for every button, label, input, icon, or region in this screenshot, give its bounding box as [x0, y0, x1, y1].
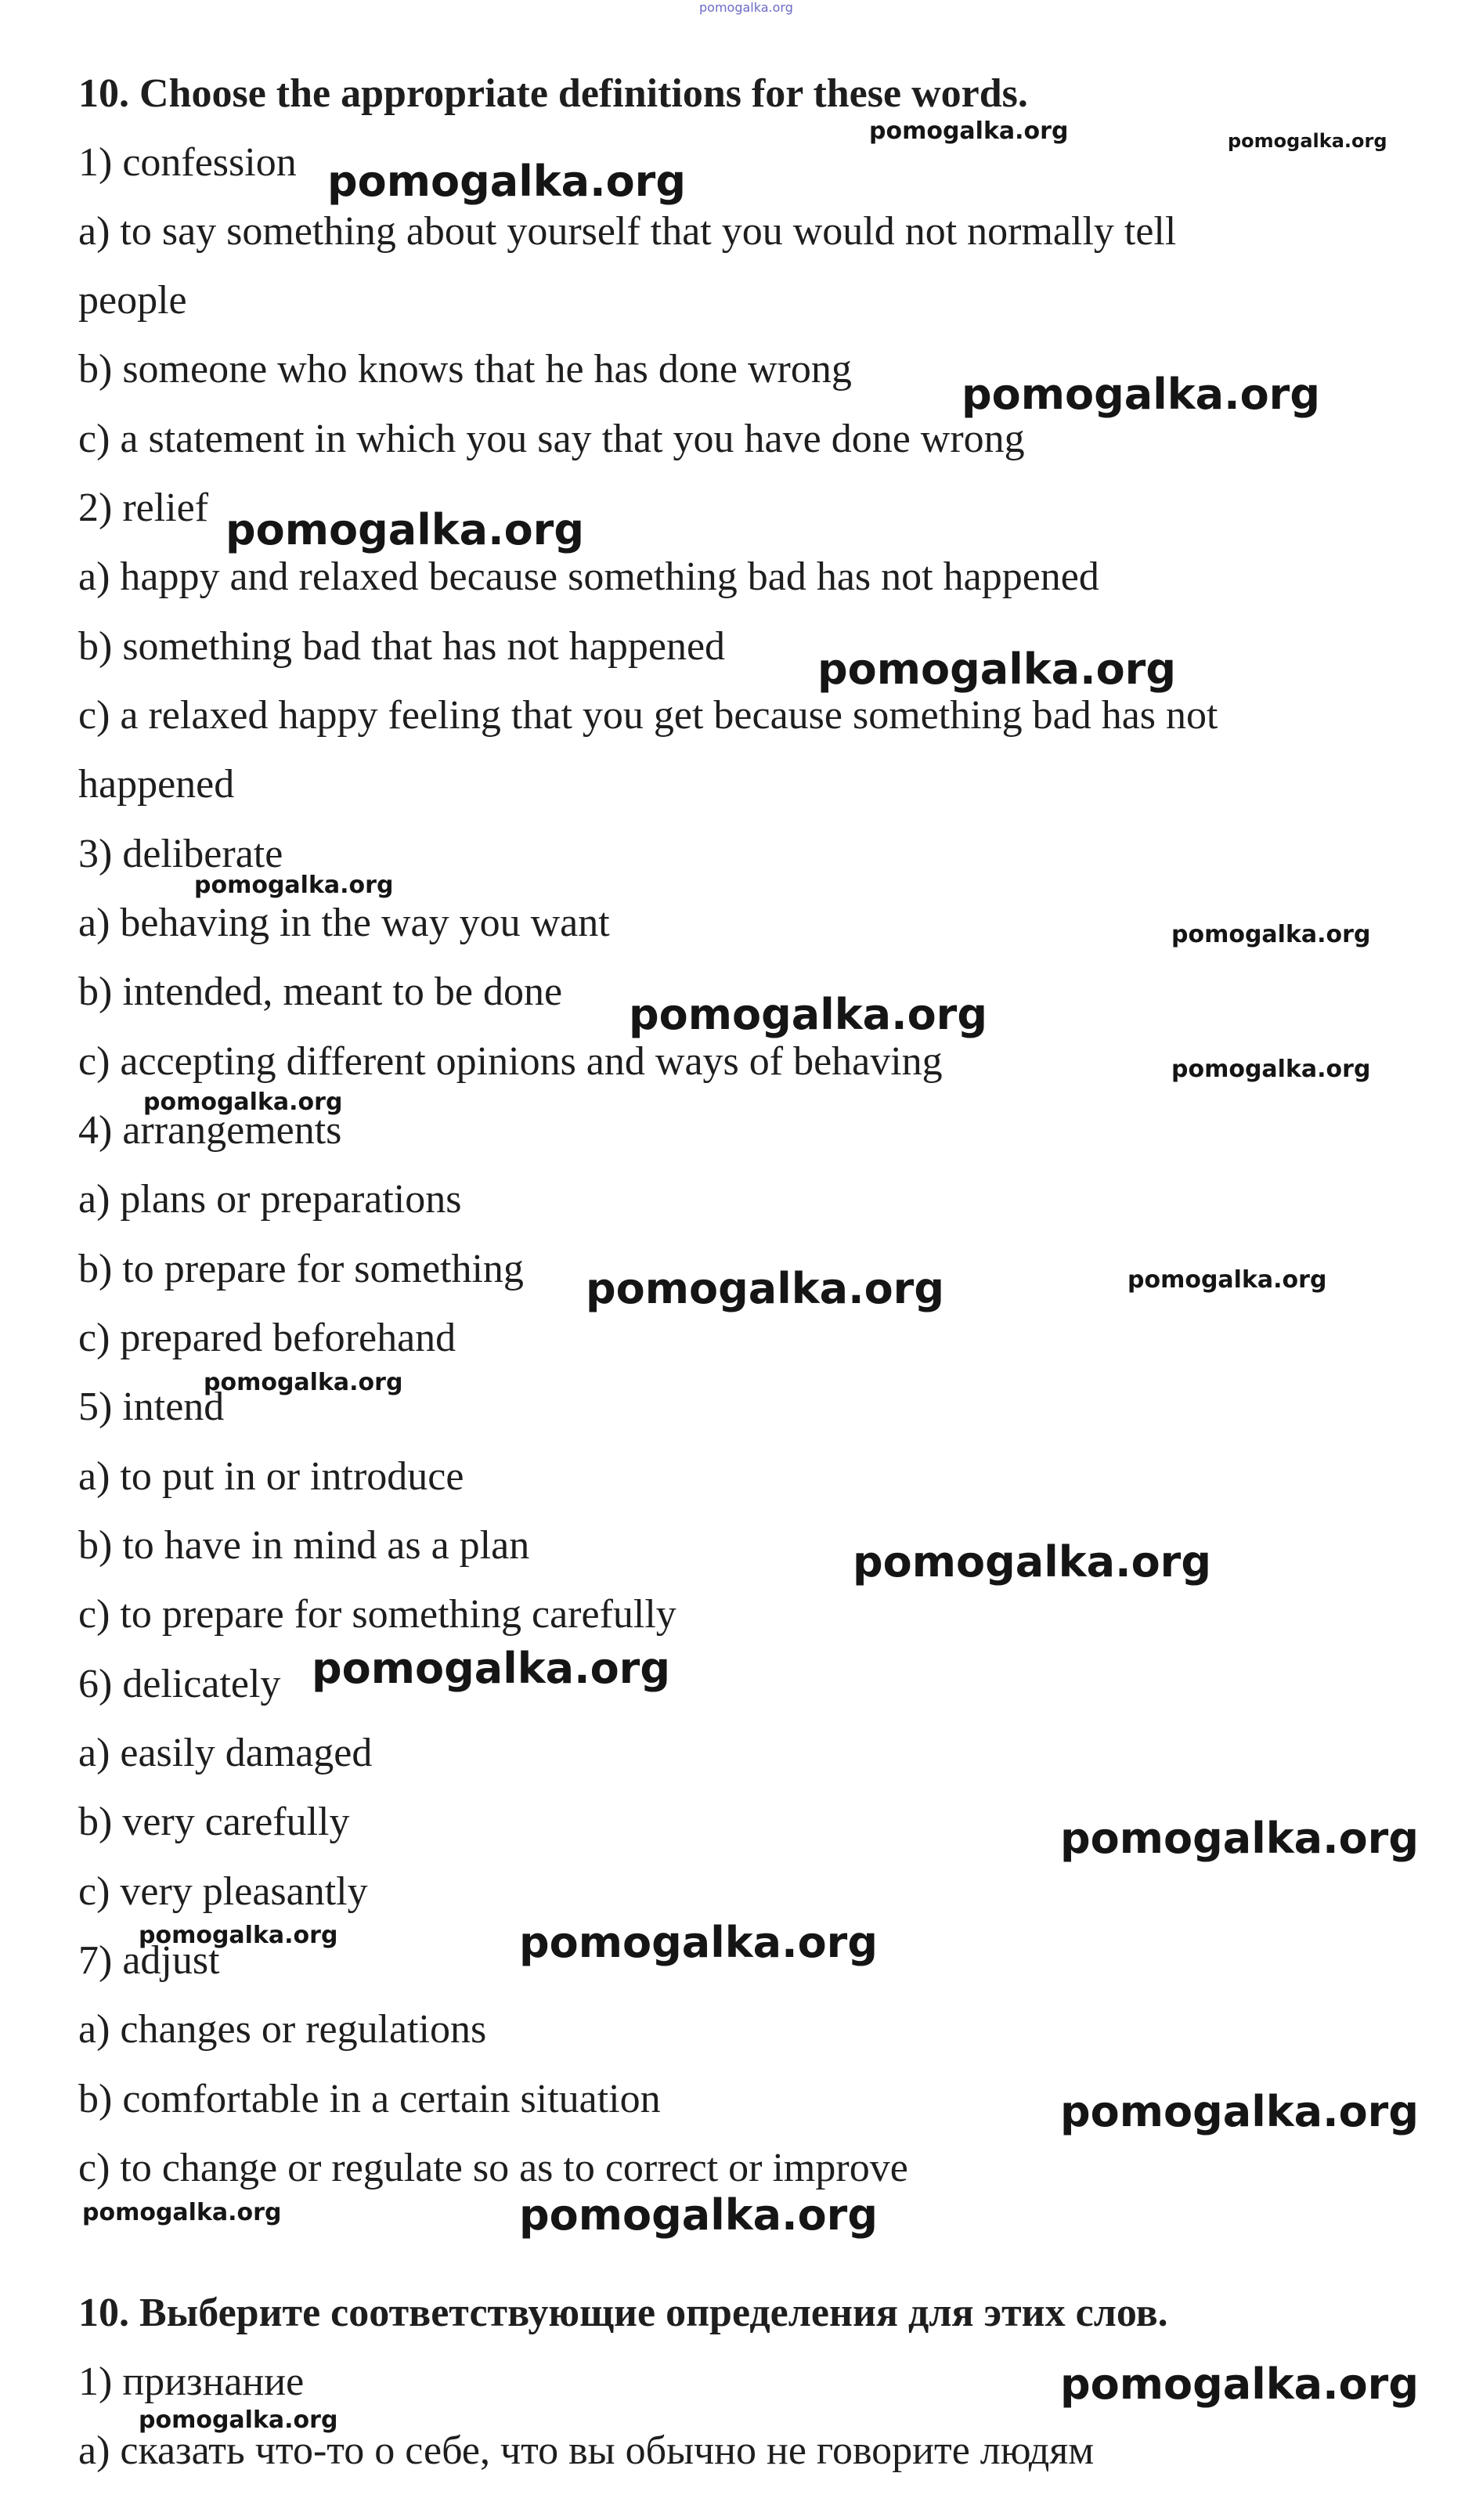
option-line: b) intended, meant to be done: [78, 969, 563, 1014]
watermark: pomogalka.org: [586, 1264, 944, 1313]
watermark: pomogalka.org: [139, 2406, 338, 2434]
word-item: 1) признание: [78, 2359, 305, 2404]
option-line: b) to prepare for something: [78, 1247, 524, 1291]
watermark: pomogalka.org: [1127, 1266, 1327, 1294]
word-item: 5) intend: [78, 1385, 225, 1429]
option-line: a) plans or preparations: [78, 1177, 462, 1222]
watermark: pomogalka.org: [1171, 921, 1371, 948]
word-item: 2) relief: [78, 486, 209, 530]
option-line: a) easily damaged: [78, 1731, 373, 1775]
option-line: a) to say something about yourself that you would not normally tell: [78, 209, 1177, 254]
option-line: а) сказать что-то о себе, что вы обычно не говорите людям: [78, 2428, 1095, 2473]
watermark: pomogalka.org: [1060, 2359, 1419, 2409]
option-line: a) changes or regulations: [78, 2007, 487, 2052]
watermark: pomogalka.org: [1060, 1814, 1419, 1863]
option-line: happened: [78, 762, 235, 807]
word-item: 1) confession: [78, 140, 297, 185]
watermark: pomogalka.org: [204, 1369, 403, 1396]
option-line: c) prepared beforehand: [78, 1316, 456, 1360]
option-line: b) someone who knows that he has done wrong: [78, 347, 852, 392]
watermark: pomogalka.org: [869, 117, 1069, 145]
option-line: c) very pleasantly: [78, 1869, 368, 1914]
option-line: c) a relaxed happy feeling that you get because something bad has not: [78, 693, 1218, 738]
watermark: pomogalka.org: [327, 157, 686, 206]
option-line: a) happy and relaxed because something bad has not happened: [78, 554, 1099, 599]
watermark: pomogalka.org: [143, 1089, 343, 1116]
watermark: pomogalka.org: [82, 2199, 282, 2226]
option-line: b) to have in mind as a plan: [78, 1523, 530, 1568]
watermark: pomogalka.org: [1228, 130, 1387, 152]
exercise-heading: 10. Choose the appropriate definitions for these words.: [78, 71, 1028, 116]
option-line: c) accepting different opinions and ways of behaving: [78, 1039, 943, 1084]
top-watermark: pomogalka.org: [699, 0, 793, 15]
word-item: 6) delicately: [78, 1662, 281, 1706]
option-line: a) behaving in the way you want: [78, 901, 610, 945]
watermark: pomogalka.org: [1060, 2087, 1419, 2136]
watermark: pomogalka.org: [629, 990, 987, 1039]
option-line: a) to put in or introduce: [78, 1454, 464, 1499]
option-line: b) comfortable in a certain situation: [78, 2077, 661, 2121]
word-item: 7) adjust: [78, 1938, 220, 1983]
option-line: c) to prepare for something carefully: [78, 1592, 676, 1637]
watermark: pomogalka.org: [225, 505, 584, 554]
option-line: c) a statement in which you say that you have done wrong: [78, 417, 1025, 461]
watermark: pomogalka.org: [519, 2190, 878, 2240]
watermark: pomogalka.org: [194, 872, 394, 899]
word-item: 4) arrangements: [78, 1108, 342, 1153]
watermark: pomogalka.org: [853, 1537, 1211, 1587]
exercise-heading-ru: 10. Выберите соответствующие определения для этих слов.: [78, 2291, 1168, 2335]
watermark: pomogalka.org: [139, 1922, 338, 1949]
option-line: b) very carefully: [78, 1800, 350, 1844]
option-line: people: [78, 278, 187, 323]
watermark: pomogalka.org: [519, 1918, 878, 1967]
watermark: pomogalka.org: [1171, 1056, 1371, 1083]
word-item: 3) deliberate: [78, 832, 283, 876]
option-line: c) to change or regulate so as to correct or improve: [78, 2146, 908, 2190]
watermark: pomogalka.org: [312, 1644, 670, 1693]
watermark: pomogalka.org: [817, 644, 1176, 694]
watermark: pomogalka.org: [961, 370, 1320, 419]
option-line: b) something bad that has not happened: [78, 624, 726, 669]
